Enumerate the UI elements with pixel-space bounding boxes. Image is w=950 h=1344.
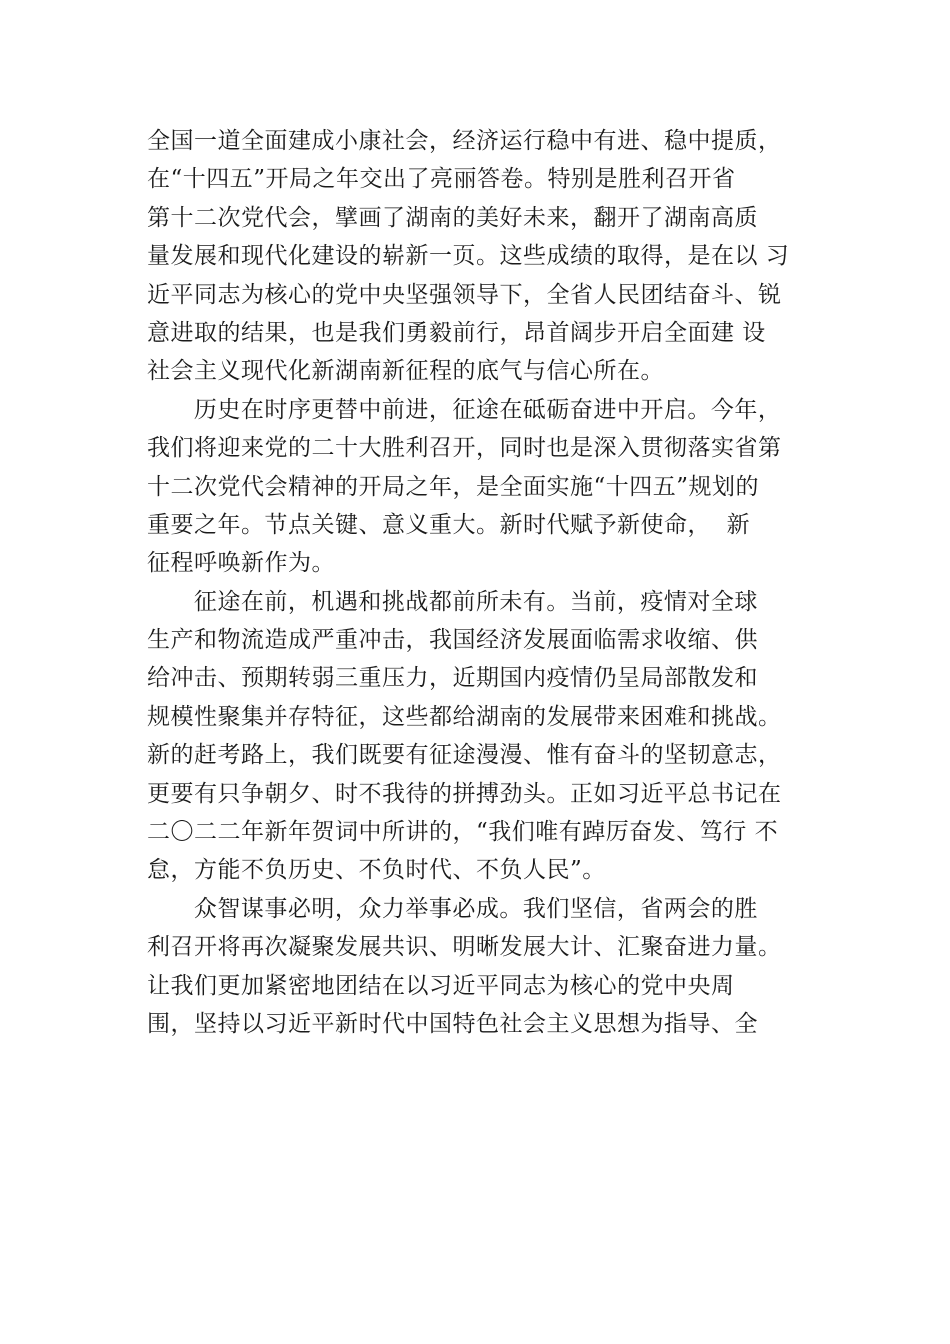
text-line: 全国一道全面建成小康社会，经济运行稳中有进、稳中提质， xyxy=(147,128,782,154)
text-line: 量发展和现代化建设的崭新一页。这些成绩的取得，是在以 习 xyxy=(147,243,790,270)
text-line: 怠，方能不负历史、不负时代、不负人民”。 xyxy=(147,857,606,884)
text-line: 征途在前，机遇和挑战都前所未有。当前，疫情对全球 xyxy=(147,588,758,615)
text-line: 新的赶考路上，我们既要有征途漫漫、惟有奋斗的坚韧意志， xyxy=(147,742,782,769)
text-line: 给冲击、预期转弱三重压力，近期国内疫情仍呈局部散发和 xyxy=(147,665,758,692)
text-line: 规模性聚集并存特征，这些都给湖南的发展带来困难和挑战。 xyxy=(147,703,782,730)
text-line: 十二次党代会精神的开局之年，是全面实施“十四五”规划的 xyxy=(147,473,760,500)
text-line: 生产和物流造成严重冲击，我国经济发展面临需求收缩、供 xyxy=(147,627,758,654)
text-line: 征程呼唤新作为。 xyxy=(147,550,335,577)
text-line: 利召开将再次凝聚发展共识、明晰发展大计、汇聚奋进力量。 xyxy=(147,934,782,961)
text-line: 第十二次党代会，擘画了湖南的美好未来，翻开了湖南高质 xyxy=(147,204,758,231)
text-line: 近平同志为核心的党中央坚强领导下，全省人民团结奋斗、锐 xyxy=(147,281,782,308)
text-line: 历史在时序更替中前进，征途在砥砺奋进中开启。今年， xyxy=(147,396,782,423)
text-line: 围，坚持以习近平新时代中国特色社会主义思想为指导、全 xyxy=(147,1010,758,1037)
text-line: 重要之年。节点关键、意义重大。新时代赋予新使命， 新 xyxy=(147,511,751,538)
text-line: 众智谋事必明，众力举事必成。我们坚信，省两会的胜 xyxy=(147,895,758,922)
text-line: 社会主义现代化新湖南新征程的底气与信心所在。 xyxy=(147,358,664,385)
text-line: 在“十四五”开局之年交出了亮丽答卷。特别是胜利召开省 xyxy=(147,166,736,193)
text-line: 我们将迎来党的二十大胜利召开，同时也是深入贯彻落实省第 xyxy=(147,435,782,462)
body-text xyxy=(147,122,817,1043)
text-line: 二〇二二年新年贺词中所讲的，“我们唯有踔厉奋发、笃行 不 xyxy=(147,819,779,846)
text-line: 更要有只争朝夕、时不我待的拼搏劲头。正如习近平总书记在 xyxy=(147,780,782,807)
text-line: 意进取的结果，也是我们勇毅前行，昂首阔步开启全面建 设 xyxy=(147,319,766,346)
text-line: 让我们更加紧密地团结在以习近平同志为核心的党中央周 xyxy=(147,972,735,999)
